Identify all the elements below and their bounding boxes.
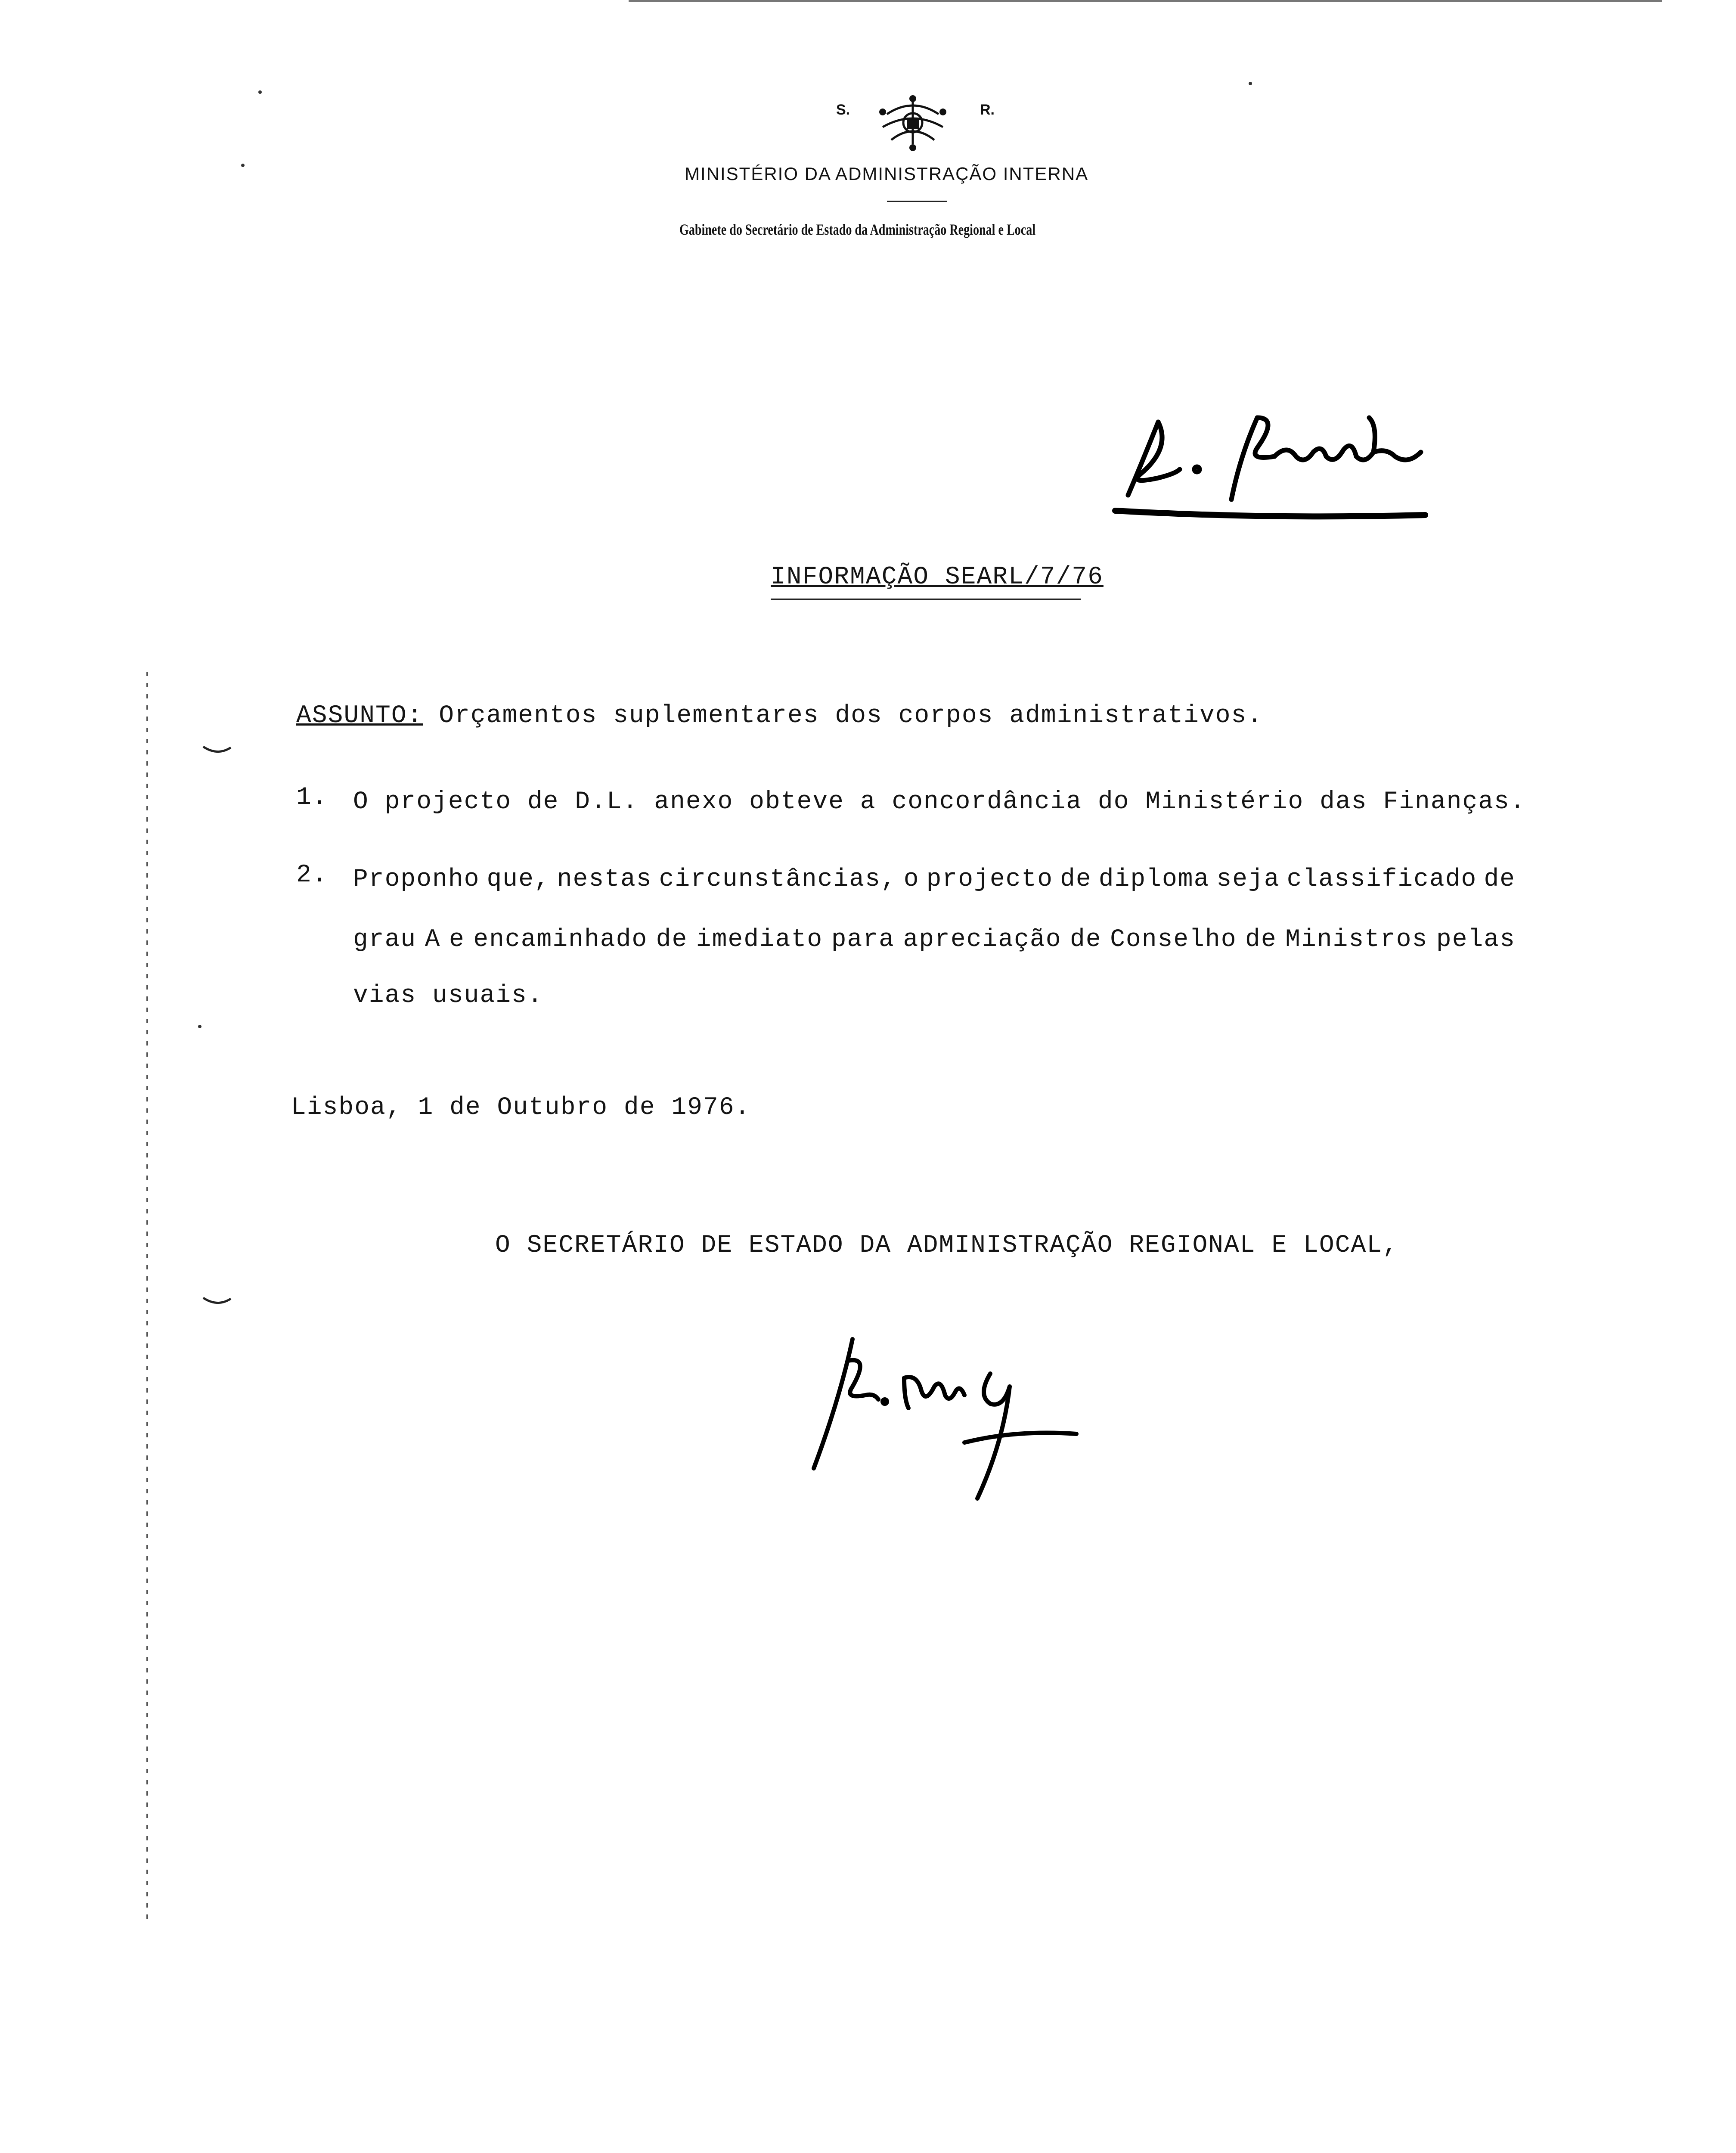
word: o [903, 866, 920, 893]
word: projecto [926, 866, 1054, 893]
cabinet-name: Gabinete do Secretário de Estado da Administração Regional e Local [679, 221, 1036, 238]
scan-speck [198, 1025, 202, 1028]
paragraph-number: 1. [296, 784, 328, 812]
word: que, [487, 866, 550, 893]
subject-text: Orçamentos suplementares dos corpos administrativos. [439, 702, 1263, 730]
subject-label: ASSUNTO: [296, 702, 423, 730]
margin-tick-mark [202, 1296, 232, 1309]
paragraph-number: 2. [296, 861, 328, 889]
paragraph-line: vias usuais. [353, 982, 543, 1010]
signatory-title: O SECRETÁRIO DE ESTADO DA ADMINISTRAÇÃO REGIONAL E LOCAL, [495, 1232, 1398, 1260]
subject-line [296, 702, 1263, 730]
word: A [425, 926, 441, 954]
letterhead-divider [887, 201, 947, 202]
word: imediato [696, 926, 823, 954]
word: e [449, 926, 465, 954]
word: grau [353, 926, 417, 954]
word: de [1070, 926, 1102, 954]
scan-speck [1249, 82, 1252, 85]
left-margin-artifacts [146, 672, 148, 1920]
word: de [656, 926, 688, 954]
word: Conselho [1110, 926, 1237, 954]
document-title: INFORMAÇÃO SEARL/7/76 [771, 563, 1104, 591]
paragraph-line [353, 866, 1516, 893]
scan-speck [258, 90, 262, 94]
word: classificado [1286, 866, 1477, 893]
word: para [831, 926, 895, 954]
paragraph-line: O projecto de D.L. anexo obteve a concordância do Ministério das Finanças. [353, 788, 1526, 816]
margin-tick-mark [202, 745, 232, 758]
word: pelas [1436, 926, 1516, 954]
letterhead-initial-s: S. [836, 102, 850, 118]
word: nestas [557, 866, 652, 893]
word: de [1060, 866, 1092, 893]
word: de [1245, 926, 1277, 954]
letterhead-initial-r: R. [980, 102, 995, 118]
scan-speck [241, 164, 245, 167]
word: seja [1216, 866, 1280, 893]
ministry-name: MINISTÉRIO DA ADMINISTRAÇÃO INTERNA [685, 164, 1089, 184]
word: apreciação [903, 926, 1062, 954]
word: Proponho [353, 866, 480, 893]
top-page-edge-line [629, 0, 1662, 2]
word: diploma [1098, 866, 1210, 893]
word: de [1484, 866, 1516, 893]
title-underline [771, 599, 1081, 600]
handwritten-signature [775, 1331, 1102, 1511]
word: encaminhado [473, 926, 648, 954]
word: circunstâncias, [659, 866, 897, 893]
handwritten-annotation-signature [1111, 409, 1438, 525]
word: Ministros [1285, 926, 1428, 954]
paragraph-line [353, 926, 1516, 954]
coat-of-arms-emblem [870, 93, 956, 153]
place-and-date: Lisboa, 1 de Outubro de 1976. [291, 1094, 751, 1122]
